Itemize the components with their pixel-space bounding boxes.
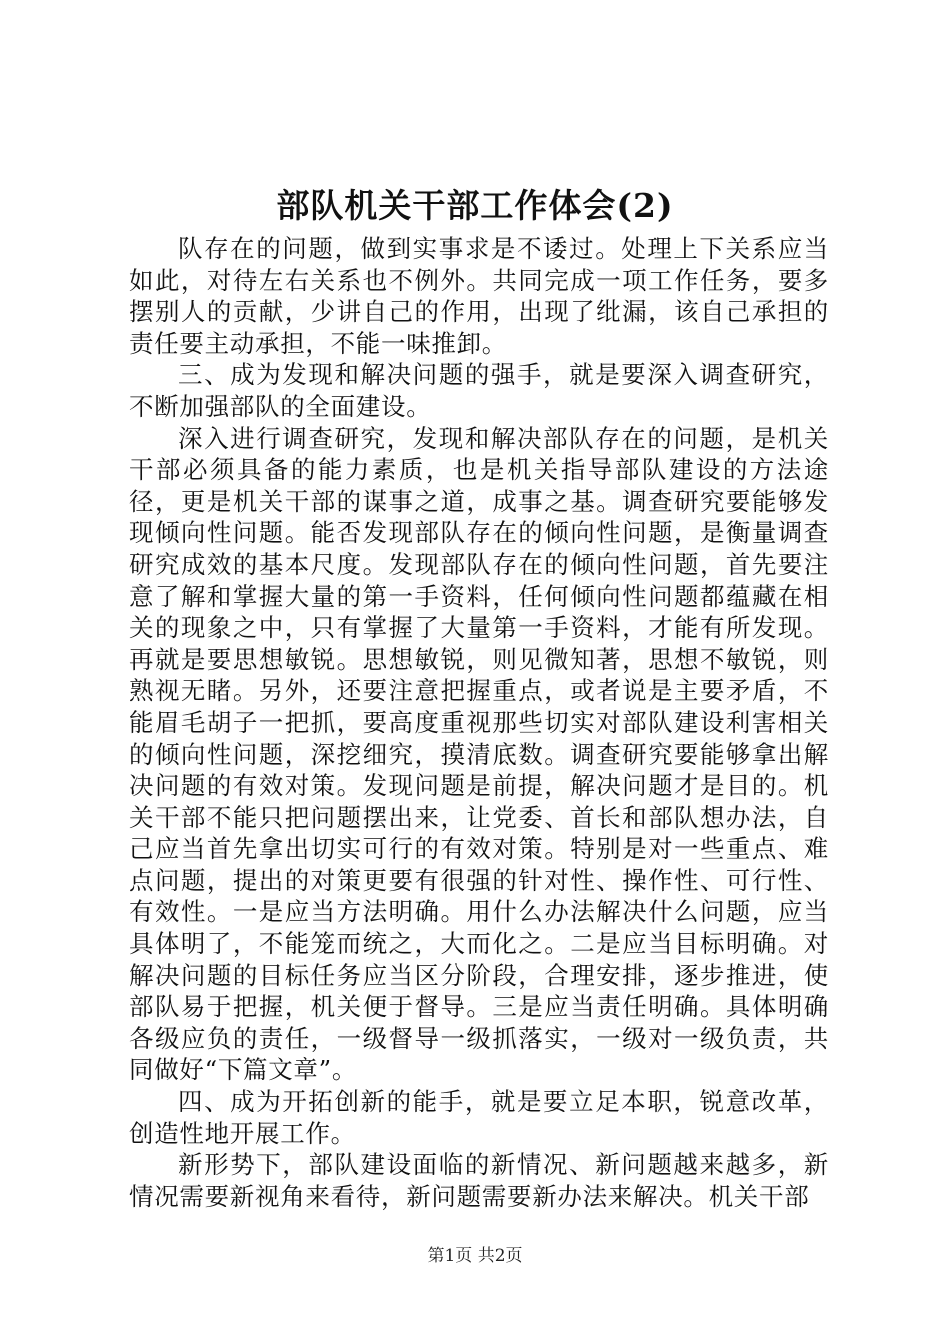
section-heading-three: 三、成为发现和解决问题的强手，就是要深入调查研究，不断加强部队的全面建设。 (129, 360, 829, 421)
section-heading-four: 四、成为开拓创新的能手，就是要立足本职，锐意改革，创造性地开展工作。 (129, 1087, 829, 1148)
document-body (129, 233, 829, 1212)
paragraph: 深入进行调查研究，发现和解决部队存在的问题，是机关干部必须具备的能力素质，也是机关指导部队建设的方法途径，更是机关干部的谋事之道，成事之基。调查研究要能够发现倾向性问题。能否发现部队存在的倾向性问题，是衡量调查研究成效的基本尺度。发现部队存在的倾向性问题，首先要注意了解和掌握大量的第一手资料，任何倾向性问题都蕴藏在相关的现象之中，只有掌握了大量第一手资料，才能有所发现。再就是要思想敏锐。思想敏锐，则见微知著，思想不敏锐，则熟视无睹。另外，还要注意把握重点，或者说是主要矛盾，不能眉毛胡子一把抓，要高度重视那些切实对部队建设利害相关的倾向性问题，深挖细究，摸清底数。调查研究要能够拿出解决问题的有效对策。发现问题是前提，解决问题才是目的。机关干部不能只把问题摆出来，让党委、首长和部队想办法，自己应当首先拿出切实可行的有效对策。特别是对一些重点、难点问题，提出的对策更要有很强的针对性、操作性、可行性、有效性。一是应当方法明确。用什么办法解决什么问题，应当具体明了，不能笼而统之，大而化之。二是应当目标明确。对解决问题的目标任务应当区分阶段，合理安排，逐步推进，使部队易于把握，机关便于督导。三是应当责任明确。具体明确各级应负的责任，一级督导一级抓落实，一级对一级负责，共同做好“下篇文章”。 (129, 423, 829, 1085)
paragraph: 队存在的问题，做到实事求是不诿过。处理上下关系应当如此，对待左右关系也不例外。共同完成一项工作任务，要多摆别人的贡献，少讲自己的作用，出现了纰漏，该自己承担的责任要主动承担，不能一味推卸。 (129, 234, 829, 358)
page-title: 部队机关干部工作体会(2) (276, 186, 674, 225)
page-number-footer: 第1页 共2页 (427, 1246, 523, 1266)
paragraph: 新形势下，部队建设面临的新情况、新问题越来越多，新情况需要新视角来看待，新问题需要新办法来解决。机关干部 (129, 1150, 829, 1211)
